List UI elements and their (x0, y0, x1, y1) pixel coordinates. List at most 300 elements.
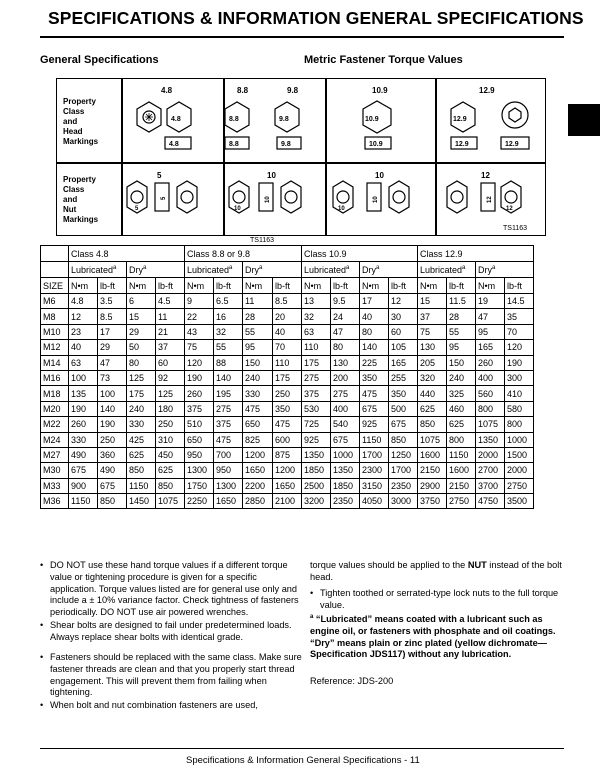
torque-cell: 240 (127, 401, 156, 416)
torque-cell: 650 (185, 432, 214, 447)
head-markings-label: Property Class and Head Markings (63, 97, 99, 146)
torque-cell: 530 (302, 401, 331, 416)
torque-cell: 3500 (505, 494, 534, 509)
torque-cell: 70 (273, 340, 302, 355)
unit-nm: N•m (69, 278, 98, 294)
torque-cell: 75 (418, 324, 447, 339)
torque-cell: 150 (447, 355, 476, 370)
torque-cell: 240 (243, 370, 273, 385)
torque-cell: 92 (156, 370, 185, 385)
torque-cell: 110 (302, 340, 331, 355)
torque-cell: 100 (69, 370, 98, 385)
torque-cell: 95 (243, 340, 273, 355)
torque-cell: 475 (273, 417, 302, 432)
grade-label: 5 (157, 171, 162, 180)
torque-cell: 47 (98, 355, 127, 370)
torque-cell: 37 (418, 309, 447, 324)
torque-cell: 1300 (185, 463, 214, 478)
torque-cell: 675 (69, 463, 98, 478)
torque-cell: 75 (185, 340, 214, 355)
torque-cell: 11 (156, 309, 185, 324)
torque-cell: 40 (273, 324, 302, 339)
table-row (41, 309, 534, 324)
torque-cell: 275 (331, 386, 360, 401)
torque-cell: 180 (156, 401, 185, 416)
unit-lbft: lb-ft (273, 278, 302, 294)
torque-cell: 1350 (476, 432, 505, 447)
torque-cell: 15 (418, 294, 447, 309)
empty-cell (41, 246, 69, 262)
torque-cell: 1075 (418, 432, 447, 447)
torque-cell: 32 (214, 324, 243, 339)
torque-cell: 725 (302, 417, 331, 432)
torque-cell: 410 (505, 386, 534, 401)
hex-nut-icon (389, 181, 409, 213)
nut-stamp: 5 (135, 206, 139, 212)
torque-cell: 50 (127, 340, 156, 355)
torque-cell: 12 (389, 294, 418, 309)
size-cell: M33 (41, 478, 69, 493)
torque-cell: 325 (447, 386, 476, 401)
unit-header-row (41, 278, 534, 294)
torque-cell: 440 (418, 386, 447, 401)
torque-cell: 40 (69, 340, 98, 355)
unit-nm: N•m (360, 278, 389, 294)
torque-cell: 675 (389, 417, 418, 432)
torque-cell: 3.5 (98, 294, 127, 309)
general-specifications-heading: General Specifications (40, 54, 159, 66)
torque-cell: 17 (98, 324, 127, 339)
torque-cell: 120 (505, 340, 534, 355)
class-header: Class 4.8 (69, 246, 185, 262)
table-row (41, 370, 534, 385)
empty-cell (41, 262, 69, 278)
torque-cell: 950 (185, 447, 214, 462)
torque-cell: 2900 (418, 478, 447, 493)
dry-header: Dry$^a$ (243, 262, 302, 278)
size-cell: M30 (41, 463, 69, 478)
torque-cell: 29 (127, 324, 156, 339)
unit-lbft: lb-ft (98, 278, 127, 294)
size-cell: M16 (41, 370, 69, 385)
torque-cell: 1350 (331, 463, 360, 478)
torque-cell: 2350 (389, 478, 418, 493)
note-bullet: • Tighten toothed or serrated-type lock nuts to the full torque value. (310, 588, 559, 610)
title-rule (40, 36, 564, 38)
torque-cell: 14.5 (505, 294, 534, 309)
head-stamp: 8.8 (229, 141, 239, 148)
torque-cell: 35 (505, 309, 534, 324)
class-header-row (41, 246, 534, 262)
torque-cell: 2000 (476, 447, 505, 462)
head-stamp: 9.8 (279, 116, 289, 123)
torque-cell: 120 (185, 355, 214, 370)
unit-lbft: lb-ft (331, 278, 360, 294)
torque-cell: 1000 (505, 432, 534, 447)
torque-cell: 200 (331, 370, 360, 385)
torque-cell: 1200 (243, 447, 273, 462)
torque-cell: 1150 (127, 478, 156, 493)
hex-nut-icon (177, 181, 197, 213)
torque-cell: 80 (331, 340, 360, 355)
nut-stamp: 5 (161, 196, 167, 200)
torque-cell: 32 (302, 309, 331, 324)
torque-cell: 625 (418, 401, 447, 416)
hex-bolt-head-icon (137, 102, 161, 132)
torque-cell: 475 (243, 401, 273, 416)
torque-cell: 475 (214, 432, 243, 447)
torque-cell: 2350 (331, 494, 360, 509)
torque-cell: 330 (69, 432, 98, 447)
grade-label: 10 (267, 171, 276, 180)
unit-lbft: lb-ft (389, 278, 418, 294)
torque-cell: 60 (156, 355, 185, 370)
torque-cell: 350 (273, 401, 302, 416)
grade-label: 12.9 (479, 86, 495, 95)
torque-cell: 330 (243, 386, 273, 401)
figure-code: TS1163 (250, 237, 274, 244)
class-header: Class 12.9 (418, 246, 534, 262)
torque-cell: 1450 (127, 494, 156, 509)
torque-cell: 2200 (243, 478, 273, 493)
torque-cell: 2150 (418, 463, 447, 478)
table-row (41, 478, 534, 493)
torque-cell: 3000 (389, 494, 418, 509)
torque-cell: 375 (302, 386, 331, 401)
torque-cell: 47 (331, 324, 360, 339)
torque-cell: 4.8 (69, 294, 98, 309)
torque-cell: 2100 (273, 494, 302, 509)
note-bullet: • DO NOT use these hand torque values if a different torque value or tightening procedure is given for a specific application. Torque values listed are for general use only and include a ± 10% variance factor. Check tightness of fasteners periodically. DO NOT use air powered wrenches. (40, 560, 299, 618)
torque-cell: 255 (389, 370, 418, 385)
table-row (41, 463, 534, 478)
torque-cell: 625 (156, 463, 185, 478)
torque-cell: 2250 (185, 494, 214, 509)
torque-cell: 510 (185, 417, 214, 432)
head-stamp: 10.9 (369, 141, 383, 148)
marking-diagram (56, 78, 546, 236)
size-cell: M36 (41, 494, 69, 509)
torque-cell: 8.5 (273, 294, 302, 309)
torque-cell: 125 (156, 386, 185, 401)
torque-cell: 2750 (447, 494, 476, 509)
torque-cell: 500 (389, 401, 418, 416)
torque-cell: 73 (98, 370, 127, 385)
torque-cell: 140 (98, 401, 127, 416)
table-row (41, 340, 534, 355)
torque-cell: 175 (302, 355, 331, 370)
torque-cell: 47 (476, 309, 505, 324)
lubricated-header: Lubricated$^a$ (185, 262, 243, 278)
torque-cell: 3200 (302, 494, 331, 509)
torque-cell: 4750 (476, 494, 505, 509)
torque-cell: 8.5 (98, 309, 127, 324)
torque-cell: 375 (214, 417, 243, 432)
torque-cell: 800 (505, 417, 534, 432)
torque-cell: 23 (69, 324, 98, 339)
torque-cell: 21 (156, 324, 185, 339)
torque-cell: 825 (243, 432, 273, 447)
torque-cell: 28 (243, 309, 273, 324)
torque-cell: 1650 (273, 478, 302, 493)
torque-cell: 1650 (243, 463, 273, 478)
size-header: SIZE (41, 278, 69, 294)
nut-stamp: 10 (338, 206, 345, 212)
torque-cell: 55 (214, 340, 243, 355)
torque-cell: 400 (476, 370, 505, 385)
torque-cell: 60 (389, 324, 418, 339)
torque-cell: 11.5 (447, 294, 476, 309)
table-row (41, 447, 534, 462)
torque-cell: 37 (156, 340, 185, 355)
torque-cell: 195 (214, 386, 243, 401)
lubricated-header: Lubricated$^a$ (302, 262, 360, 278)
size-cell: M12 (41, 340, 69, 355)
class-header: Class 10.9 (302, 246, 418, 262)
torque-cell: 43 (185, 324, 214, 339)
torque-cell: 63 (302, 324, 331, 339)
head-stamp: 8.8 (229, 116, 239, 123)
torque-cell: 2750 (505, 478, 534, 493)
torque-cell: 205 (418, 355, 447, 370)
torque-cell: 560 (476, 386, 505, 401)
table-row (41, 432, 534, 447)
torque-cell: 350 (389, 386, 418, 401)
torque-cell: 360 (98, 447, 127, 462)
torque-cell: 850 (127, 463, 156, 478)
unit-nm: N•m (185, 278, 214, 294)
reference: Reference: JDS-200 (310, 676, 394, 686)
torque-cell: 175 (273, 370, 302, 385)
torque-cell: 1850 (302, 463, 331, 478)
torque-cell: 875 (273, 447, 302, 462)
torque-cell: 625 (447, 417, 476, 432)
torque-cell: 260 (185, 386, 214, 401)
torque-cell: 1150 (360, 432, 389, 447)
unit-nm: N•m (476, 278, 505, 294)
table-row (41, 417, 534, 432)
torque-cell: 140 (214, 370, 243, 385)
torque-cell: 1075 (476, 417, 505, 432)
torque-cell: 1650 (214, 494, 243, 509)
unit-nm: N•m (243, 278, 273, 294)
head-stamp: 4.8 (169, 141, 179, 148)
torque-cell: 63 (69, 355, 98, 370)
torque-cell: 675 (331, 432, 360, 447)
torque-cell: 95 (476, 324, 505, 339)
section-tab-marker (568, 104, 600, 136)
torque-cell: 17 (360, 294, 389, 309)
torque-cell: 700 (214, 447, 243, 462)
torque-table (40, 245, 534, 509)
torque-cell: 800 (476, 401, 505, 416)
torque-cell: 3150 (360, 478, 389, 493)
table-row (41, 494, 534, 509)
unit-nm: N•m (418, 278, 447, 294)
torque-cell: 490 (69, 447, 98, 462)
head-stamp: 12.9 (505, 141, 519, 148)
torque-cell: 1150 (69, 494, 98, 509)
note-continuation: torque values should be applied to the NUT instead of the bolt head. (310, 560, 562, 582)
size-cell: M27 (41, 447, 69, 462)
torque-cell: 375 (185, 401, 214, 416)
socket-head-bolt-icon (502, 102, 528, 128)
torque-cell: 3700 (476, 478, 505, 493)
torque-cell: 1000 (331, 447, 360, 462)
nut-stamp: 10 (373, 196, 379, 203)
torque-cell: 800 (447, 432, 476, 447)
torque-cell: 350 (360, 370, 389, 385)
torque-cell: 625 (127, 447, 156, 462)
size-cell: M18 (41, 386, 69, 401)
torque-cell: 540 (331, 417, 360, 432)
torque-cell: 275 (302, 370, 331, 385)
unit-lbft: lb-ft (447, 278, 476, 294)
torque-cell: 190 (185, 370, 214, 385)
torque-cell: 1700 (389, 463, 418, 478)
torque-cell: 88 (214, 355, 243, 370)
torque-cell: 2500 (302, 478, 331, 493)
head-stamp: 9.8 (281, 141, 291, 148)
torque-cell: 310 (156, 432, 185, 447)
torque-cell: 2300 (360, 463, 389, 478)
dry-header: Dry$^a$ (476, 262, 534, 278)
torque-cell: 300 (505, 370, 534, 385)
torque-cell: 135 (69, 386, 98, 401)
torque-cell: 650 (243, 417, 273, 432)
torque-cell: 130 (331, 355, 360, 370)
torque-cell: 9 (185, 294, 214, 309)
size-cell: M20 (41, 401, 69, 416)
size-cell: M14 (41, 355, 69, 370)
torque-cell: 55 (447, 324, 476, 339)
torque-cell: 850 (389, 432, 418, 447)
torque-cell: 55 (243, 324, 273, 339)
torque-cell: 675 (98, 478, 127, 493)
torque-cell: 20 (273, 309, 302, 324)
torque-cell: 1600 (418, 447, 447, 462)
head-stamp: 4.8 (171, 116, 181, 123)
grade-label: 9.8 (287, 86, 299, 95)
torque-cell: 250 (156, 417, 185, 432)
torque-cell: 165 (389, 355, 418, 370)
torque-cell: 105 (389, 340, 418, 355)
torque-cell: 1850 (331, 478, 360, 493)
torque-cell: 2850 (243, 494, 273, 509)
torque-cell: 460 (447, 401, 476, 416)
torque-cell: 450 (156, 447, 185, 462)
torque-cell: 925 (360, 417, 389, 432)
torque-cell: 1150 (447, 447, 476, 462)
nut-markings-label: Property Class and Nut Markings (63, 175, 99, 224)
metric-torque-heading: Metric Fastener Torque Values (304, 54, 463, 66)
torque-cell: 260 (69, 417, 98, 432)
torque-cell: 140 (360, 340, 389, 355)
head-stamp: 10.9 (365, 116, 379, 123)
torque-cell: 330 (127, 417, 156, 432)
torque-cell: 22 (185, 309, 214, 324)
grade-label: 12 (481, 171, 490, 180)
torque-cell: 475 (360, 386, 389, 401)
nut-stamp: 12 (506, 206, 513, 212)
grade-label: 4.8 (161, 86, 173, 95)
torque-cell: 3750 (418, 494, 447, 509)
unit-lbft: lb-ft (156, 278, 185, 294)
dry-header: Dry$^a$ (360, 262, 418, 278)
torque-cell: 6.5 (214, 294, 243, 309)
torque-cell: 16 (214, 309, 243, 324)
torque-cell: 2700 (476, 463, 505, 478)
torque-cell: 29 (98, 340, 127, 355)
torque-cell: 490 (98, 463, 127, 478)
size-cell: M8 (41, 309, 69, 324)
torque-cell: 580 (505, 401, 534, 416)
torque-cell: 1250 (389, 447, 418, 462)
torque-cell: 175 (127, 386, 156, 401)
torque-cell: 80 (127, 355, 156, 370)
torque-cell: 190 (69, 401, 98, 416)
nut-stamp: 10 (234, 206, 241, 212)
torque-cell: 190 (505, 355, 534, 370)
footnote: $^a$ “Lubricated” means coated with a lubricant such as engine oil, or fasteners with phosphate and oil coatings. “Dry” means plain or zinc plated (yellow dichromate—Specification JDS117) without any lubrication. (310, 613, 556, 660)
torque-cell: 1700 (360, 447, 389, 462)
hex-nut-icon (281, 181, 301, 213)
torque-cell: 1600 (447, 463, 476, 478)
page-title: SPECIFICATIONS & INFORMATION GENERAL SPECIFICATIONS (48, 8, 584, 28)
note-bullet: • Fasteners should be replaced with the same class. Make sure fastener threads are clean and that you properly start thread engagement. This will prevent them from failing when tightening. (40, 652, 302, 698)
torque-cell: 225 (360, 355, 389, 370)
nut-stamp: 10 (265, 196, 271, 203)
torque-cell: 1500 (505, 447, 534, 462)
torque-cell: 150 (243, 355, 273, 370)
torque-cell: 1300 (214, 478, 243, 493)
dry-header: Dry$^a$ (127, 262, 185, 278)
torque-cell: 400 (331, 401, 360, 416)
torque-cell: 4.5 (156, 294, 185, 309)
fastener-drawings (57, 79, 547, 237)
torque-cell: 240 (447, 370, 476, 385)
torque-cell: 100 (98, 386, 127, 401)
torque-cell: 95 (447, 340, 476, 355)
torque-cell: 125 (127, 370, 156, 385)
torque-cell: 600 (273, 432, 302, 447)
torque-cell: 80 (360, 324, 389, 339)
head-stamp: 12.9 (455, 141, 469, 148)
condition-header-row (41, 262, 534, 278)
figure-code: TS1163 (503, 225, 527, 232)
torque-cell: 70 (505, 324, 534, 339)
torque-cell: 11 (243, 294, 273, 309)
torque-cell: 850 (98, 494, 127, 509)
torque-cell: 250 (98, 432, 127, 447)
torque-cell: 110 (273, 355, 302, 370)
torque-cell: 1075 (156, 494, 185, 509)
lubricated-header: Lubricated$^a$ (69, 262, 127, 278)
note-bullet: • When bolt and nut combination fasteners are used, (40, 700, 258, 710)
torque-cell: 165 (476, 340, 505, 355)
torque-cell: 4050 (360, 494, 389, 509)
grade-label: 8.8 (237, 86, 249, 95)
page-footer: Specifications & Information General Specifications - 11 (186, 755, 420, 766)
torque-cell: 9.5 (331, 294, 360, 309)
torque-cell: 12 (69, 309, 98, 324)
unit-lbft: lb-ft (214, 278, 243, 294)
size-cell: M10 (41, 324, 69, 339)
table-row (41, 324, 534, 339)
size-cell: M24 (41, 432, 69, 447)
table-row (41, 386, 534, 401)
nut-stamp: 12 (487, 196, 493, 203)
